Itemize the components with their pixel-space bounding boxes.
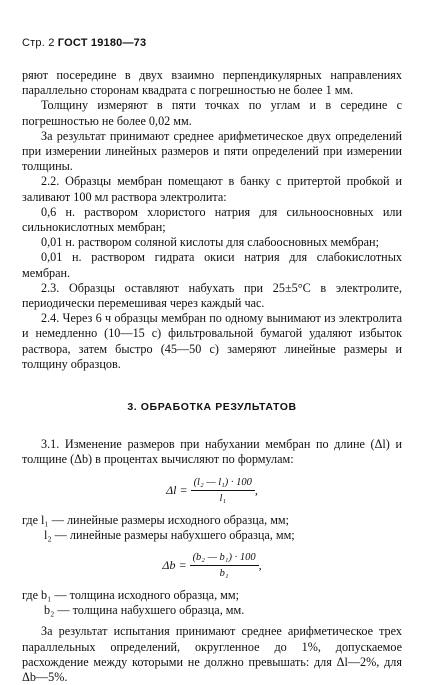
formula-lhs: Δl =: [166, 482, 188, 497]
legend-delta-b: [22, 588, 402, 618]
paragraph-8: 2.3. Образцы оставляют набухать при 25±5°С в электролите, периодически перемешивая через каждый час.: [22, 280, 402, 311]
legend-line: b₂ — толщина набухшего образца, мм.: [44, 603, 245, 618]
body-text: [22, 68, 402, 685]
legend-line: l₂ — линейные размеры набухшего образца, мм;: [44, 527, 295, 542]
paragraph-4: 2.2. Образцы мембран помещают в банку с притертой пробкой и заливают 100 мл раствора электролита:: [22, 174, 402, 204]
conclusion-paragraph: За результат испытания принимают среднее арифметическое трех параллельных определений, округленное до 1%, допускаемое расхождение между которыми не должно превышать: для Δl—2%, для Δb—5%.: [22, 624, 402, 685]
paragraph-5: 0,6 н. раствором хлористого натрия для сильноосновных или сильнокислотных мембран;: [22, 204, 402, 235]
paragraph-2: Толщину измеряют в пяти точках по углам и в середине с погрешностью не более 0,02 мм.: [22, 98, 402, 128]
paragraph-1: ряют посередине в двух взаимно перпендикулярных направлениях параллельно сторонам квадрата с погрешностью не более 1 мм.: [22, 68, 402, 98]
formula-denominator: l₁: [219, 492, 227, 504]
legend-line: где l₁ — линейные размеры исходного образца, мм;: [22, 512, 290, 527]
formula-fraction: [191, 476, 255, 505]
section-intro: 3.1. Изменение размеров при набухании мембран по длине (Δl) и толщине (Δb) в процентах вычисляют по формулам:: [22, 437, 402, 467]
section-title: 3. ОБРАБОТКА РЕЗУЛЬТАТОВ: [127, 401, 297, 414]
page-number: Стр. 2: [22, 37, 55, 49]
formula-numerator: (l₂ — l₁) · 100: [191, 476, 255, 491]
paragraph-6: 0,01 н. раствором соляной кислоты для слабоосновных мембран;: [41, 235, 379, 250]
paragraph-7: 0,01 н. раствором гидрата окиси натрия для слабокислотных мембран.: [22, 250, 402, 280]
paragraph-9: 2.4. Через 6 ч образцы мембран по одному вынимают из электролита и немедленно (10—15 с) фильтровальной бумагой удаляют избыток раствора, затем быстро (45—50 с) замеряют линейные размеры и толщину образцов.: [22, 311, 402, 371]
formula-denominator: b₁: [219, 568, 229, 580]
formula-delta-b: [22, 551, 402, 580]
formula-numerator: (b₂ — b₁) · 100: [190, 551, 259, 566]
formula-tail: ,: [254, 482, 258, 497]
legend-line: где b₁ — толщина исходного образца, мм;: [22, 588, 239, 603]
formula-tail: ,: [258, 557, 262, 572]
formula-delta-l: [22, 476, 402, 505]
legend-delta-l: [22, 513, 402, 543]
page-header: [22, 36, 146, 51]
standard-number: ГОСТ 19180—73: [57, 37, 147, 49]
formula-fraction: [190, 551, 259, 580]
paragraph-3: За результат принимают среднее арифметическое двух определений при измерении линейных размеров и пяти определений при измерении толщины.: [22, 128, 402, 174]
formula-lhs: Δb =: [162, 557, 187, 572]
